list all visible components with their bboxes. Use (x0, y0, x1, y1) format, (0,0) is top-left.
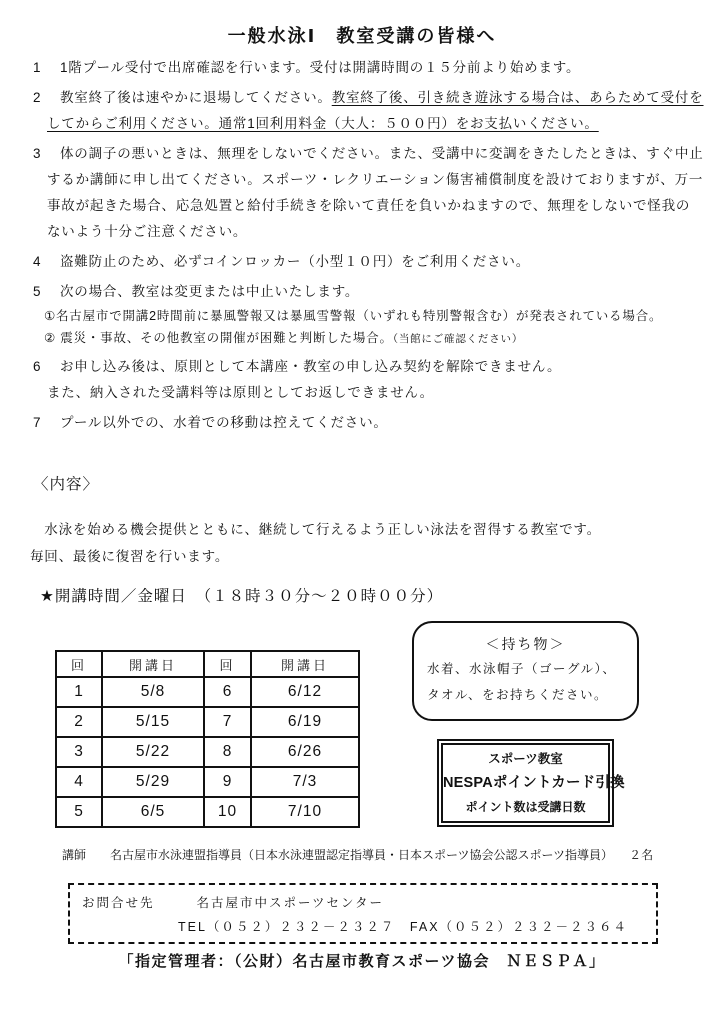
content-section-heading: 〈内容〉 (33, 476, 100, 493)
session-number: 3 (56, 737, 102, 767)
notice-text: 教室終了後は速やかに退場してください。 (60, 90, 332, 105)
contact-row (82, 893, 656, 911)
notice-body (47, 354, 711, 406)
notice-item-3 (33, 141, 711, 245)
instructor-line (62, 846, 653, 863)
underlined-text: 教室終了後、引き続き遊泳する場合は、あらためて受付を (331, 90, 704, 105)
session-number: 2 (56, 707, 102, 737)
content-line: 水泳を始める機会提供とともに、継続して行えるよう正しい泳法を習得する教室です。 (30, 522, 601, 537)
column-header-date: 開講日 (251, 651, 359, 677)
session-date: 6/26 (251, 737, 359, 767)
table-header-row (56, 651, 359, 677)
belongings-line: タオル、をお持ちください。 (427, 688, 609, 702)
underlined-text: してからご利用ください。通常1回利用料金（大人：５００円）をお支払いください。 (47, 116, 599, 131)
contact-label: お問合せ先 (82, 896, 155, 910)
notice-line: また、納入された受講料等は原則としてお返しできません。 (47, 385, 434, 400)
nespa-line: NESPAポイントカード引換 (443, 775, 625, 791)
notice-item-1 (33, 55, 711, 81)
content-description (30, 516, 710, 570)
notice-line: 事故が起きた場合、応急処置と給付手続きを除いて責任を負いかねますので、無理をしないで怪我の (47, 198, 691, 213)
notice-line: 盗難防止のため、必ずコインロッカー（小型１０円）をご利用ください。 (60, 254, 531, 269)
notice-line: 次の場合、教室は変更または中止いたします。 (60, 284, 360, 299)
session-number: 9 (204, 767, 251, 797)
session-date: 7/3 (251, 767, 359, 797)
instructor-count: ２名 (629, 848, 654, 862)
session-date: 7/10 (251, 797, 359, 827)
notice-number: 3 (33, 146, 42, 161)
notice-body (47, 141, 711, 245)
instructor-label: 講師 (62, 848, 87, 862)
notice-body (60, 410, 711, 436)
session-number: 4 (56, 767, 102, 797)
session-number: 8 (204, 737, 251, 767)
session-date: 6/5 (102, 797, 204, 827)
notice-number: 2 (33, 90, 42, 105)
session-date: 5/29 (102, 767, 204, 797)
notice-list (33, 55, 711, 440)
notice-number: 1 (33, 60, 42, 75)
notice-body (60, 55, 711, 81)
session-number: 7 (204, 707, 251, 737)
nespa-stamp-inner (441, 743, 625, 823)
schedule-time-heading: ★開講時間／金曜日 （１８時３０分～２０時００分） (40, 588, 444, 605)
notice-number: 6 (33, 359, 42, 374)
table-row (56, 707, 359, 737)
notice-item-5 (33, 279, 711, 350)
notice-number: 4 (33, 254, 42, 269)
session-date: 5/8 (102, 677, 204, 707)
belongings-box (412, 621, 639, 721)
table-row (56, 767, 359, 797)
session-number: 10 (204, 797, 251, 827)
session-date: 5/15 (102, 707, 204, 737)
belongings-title: ＜持ち物＞ (485, 636, 566, 652)
notice-item-7 (33, 410, 711, 436)
belongings-line: 水着、水泳帽子（ゴーグル）、 (427, 662, 617, 676)
session-date: 6/12 (251, 677, 359, 707)
footer-designated-manager: 「指定管理者：（公財）名古屋市教育スポーツ協会 ＮＥＳＰＡ」 (118, 953, 606, 970)
page-title: 一般水泳Ⅰ 教室受講の皆様へ (227, 26, 497, 46)
table-row (56, 737, 359, 767)
notice-body (60, 249, 711, 275)
table-row (56, 797, 359, 827)
schedule-table (55, 650, 360, 828)
notice-body (44, 279, 711, 350)
table-row (56, 677, 359, 707)
notice-text: ② 震災・事故、その他教室の開催が困難と判断した場合。 (44, 331, 393, 345)
contact-tel-fax: TEL（０５２）２３２－２３２７ FAX（０５２）２３２－２３６４ (178, 920, 629, 934)
contact-name: 名古屋市中スポーツセンター (196, 896, 385, 910)
nespa-stamp-box (437, 739, 625, 827)
content-line: 毎回、最後に復習を行います。 (30, 549, 230, 564)
session-date: 5/22 (102, 737, 204, 767)
notice-line (60, 85, 711, 111)
notice-item-4 (33, 249, 711, 275)
notice-number: 7 (33, 415, 42, 430)
notice-line: プール以外での、水着での移動は控えてください。 (60, 415, 388, 430)
notice-note: （当館にご確認ください） (392, 333, 524, 345)
notice-line: お申し込み後は、原則として本講座・教室の申し込み契約を解除できません。 (60, 359, 562, 374)
nespa-line: ポイント数は受講日数 (465, 800, 586, 814)
notice-line: 1階プール受付で出席確認を行います。受付は開講時間の１５分前より始めます。 (60, 60, 581, 75)
session-number: 1 (56, 677, 102, 707)
notice-subitem-1: ①名古屋市で開講2時間前に暴風警報又は暴風雪警報（いずれも特別警報含む）が発表されている場合。 (44, 309, 663, 323)
notice-item-2 (33, 85, 711, 137)
instructor-text: 名古屋市水泳連盟指導員（日本水泳連盟認定指導員・日本スポーツ協会公認スポーツ指導員） (110, 848, 614, 862)
session-number: 5 (56, 797, 102, 827)
column-header-session: 回 (56, 651, 102, 677)
notice-line: ないよう十分ご注意ください。 (47, 224, 248, 239)
notice-line (47, 111, 711, 137)
session-number: 6 (204, 677, 251, 707)
notice-body (47, 85, 711, 137)
contact-box (68, 883, 658, 944)
notice-line: するか講師に申し出てください。スポーツ・レクリエーション傷害補償制度を設けておりますが、万一 (47, 172, 704, 187)
notice-line: 体の調子の悪いときは、無理をしないでください。また、受講中に変調をきたしたときは、すぐ中止 (60, 146, 704, 161)
session-date: 6/19 (251, 707, 359, 737)
notice-number: 5 (33, 284, 42, 299)
column-header-date: 開講日 (102, 651, 204, 677)
column-header-session: 回 (204, 651, 251, 677)
notice-item-6 (33, 354, 711, 406)
nespa-line: スポーツ教室 (488, 752, 563, 766)
notice-subitem-2 (44, 327, 711, 350)
